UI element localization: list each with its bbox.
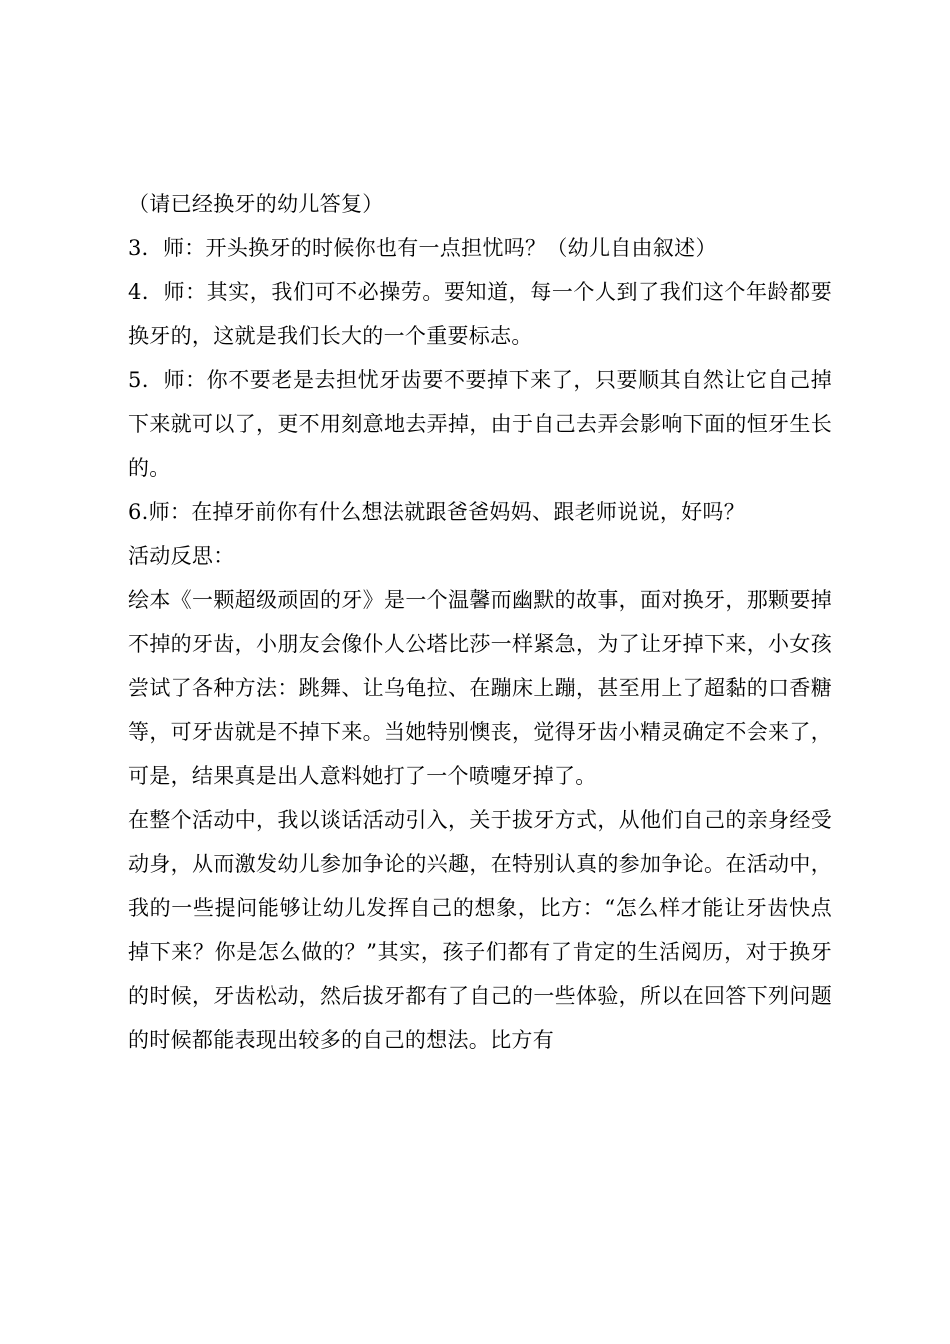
paragraph-step-6: 6.师：在掉牙前你有什么想法就跟爸爸妈妈、跟老师说说，好吗？: [128, 500, 746, 524]
paragraph-reflection-story: 绘本《一颗超级顽固的牙》是一个温馨而幽默的故事，面对换牙，那颗要掉不掉的牙齿，小朋友会像仆人公塔比莎一样紧急，为了让牙掉下来，小女孩尝试了各种方法：跳舞、让乌龟拉、在蹦床上蹦，甚至用上了超黏的口香糖等，可牙齿就是不掉下来。当她特别懊丧，觉得牙齿小精灵确定不会来了，可是，结果真是出人意料她打了一个喷嚏牙掉了。: [128, 588, 832, 788]
paragraph-step-3: 3．师：开头换牙的时候你也有一点担忧吗？（幼儿自由叙述）: [128, 236, 717, 260]
document-body: [128, 182, 832, 1062]
section-heading-reflection: 活动反思：: [128, 544, 235, 568]
paragraph-answer-note: （请已经换牙的幼儿答复）: [128, 192, 384, 216]
paragraph-step-5: 5．师：你不要老是去担忧牙齿要不要掉下来了，只要顺其自然让它自己掉下来就可以了，更不用刻意地去弄掉，由于自己去弄会影响下面的恒牙生长的。: [128, 368, 832, 480]
paragraph-step-4: 4．师：其实，我们可不必操劳。要知道，每一个人到了我们这个年龄都要换牙的，这就是我们长大的一个重要标志。: [128, 280, 832, 348]
paragraph-reflection-activity: 在整个活动中，我以谈话活动引入，关于拔牙方式，从他们自己的亲身经受动身，从而激发幼儿参加争论的兴趣，在特别认真的参加争论。在活动中，我的一些提问能够让幼儿发挥自己的想象，比方：“怎么样才能让牙齿快点掉下来？你是怎么做的？”其实，孩子们都有了肯定的生活阅历，对于换牙的时候，牙齿松动，然后拔牙都有了自己的一些体验，所以在回答下列问题的时候都能表现出较多的自己的想法。比方有: [128, 808, 832, 1052]
